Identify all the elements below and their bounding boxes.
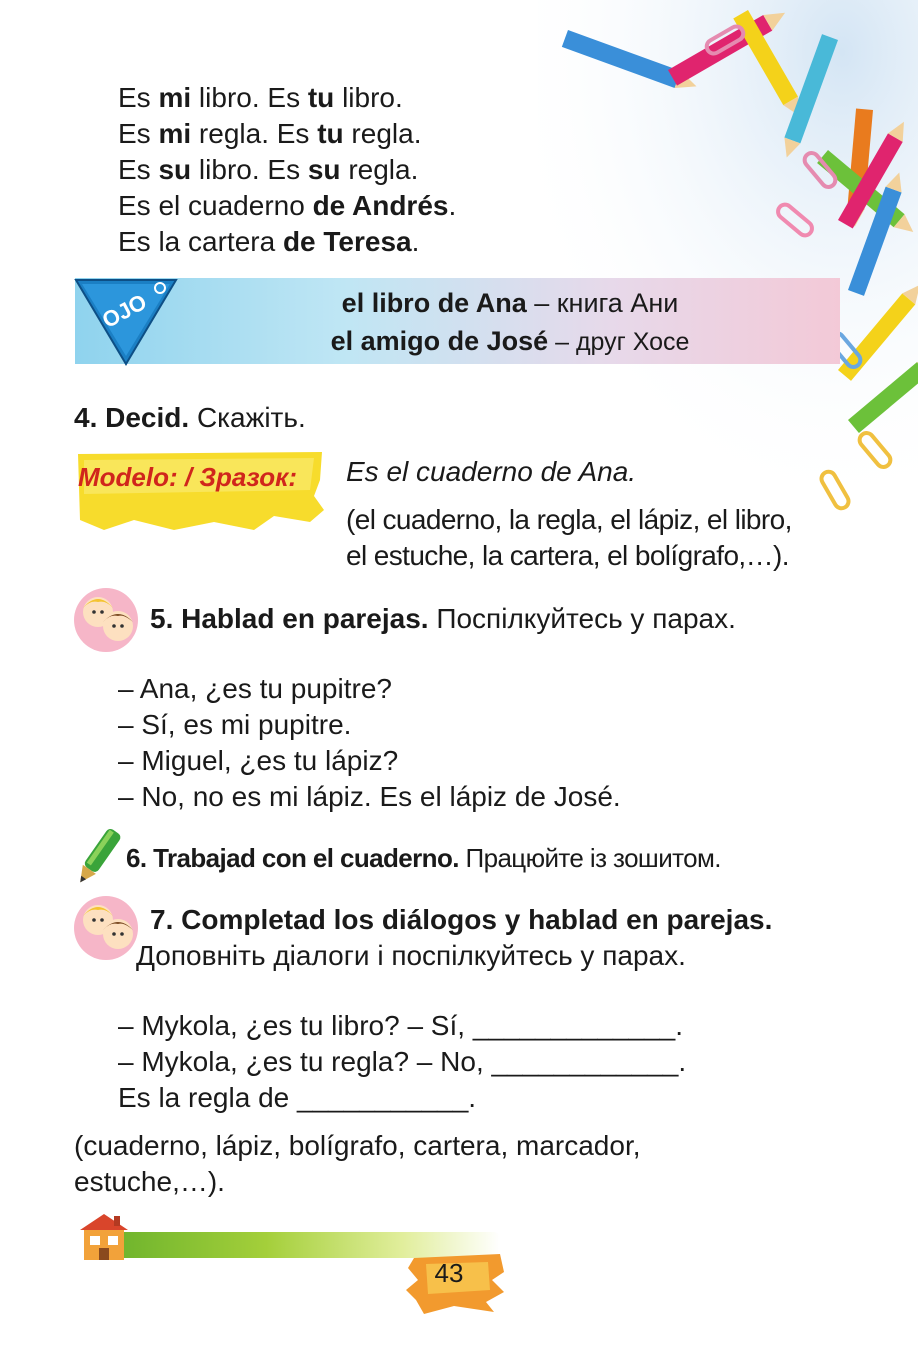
ojo-spanish: el amigo de José [330, 326, 549, 356]
word-list-line-1: (cuaderno, lápiz, bolígrafo, cartera, marcador, [74, 1130, 641, 1161]
house-icon [76, 1210, 132, 1262]
exercise-7-heading [150, 902, 772, 938]
intro-text: Es el cuaderno [118, 190, 313, 221]
exercise-subtitle: Поспілкуйтесь у парах. [428, 603, 736, 634]
exercise-5-heading [150, 601, 736, 637]
intro-text: . [448, 190, 457, 221]
exercise-subtitle: Скажіть. [189, 402, 306, 433]
intro-text: . [411, 226, 420, 257]
intro-text: Es la cartera [118, 226, 283, 257]
intro-text: Es [118, 82, 159, 113]
pen-icon [72, 824, 124, 890]
intro-line-3 [118, 152, 418, 188]
intro-bold: su [158, 154, 192, 185]
example-sentence: Es el cuaderno de Ana. [346, 456, 637, 487]
intro-bold: su [307, 154, 341, 185]
intro-bold: mi [158, 82, 192, 113]
intro-line-1 [118, 80, 403, 116]
ojo-badge [72, 274, 180, 366]
ojo-line-2 [180, 324, 840, 359]
ojo-translation: – книга Ани [526, 288, 679, 318]
dialog-line: – No, no es mi lápiz. Es el lápiz de José. [118, 781, 621, 812]
ojo-translation: – друг Хосе [548, 328, 690, 356]
exercise-title: 5. Hablad en parejas. [150, 603, 429, 634]
modelo-label: Modelo: / Зразок: [78, 462, 298, 492]
intro-text: regla. [343, 118, 422, 149]
intro-text: libro. [334, 82, 403, 113]
intro-text: libro. Es [191, 82, 308, 113]
ojo-spanish: el libro de Ana [341, 288, 527, 318]
intro-line-5 [118, 224, 419, 260]
fill-in-line: – Mykola, ¿es tu regla? – No, ____________. [118, 1046, 687, 1077]
options-line-1: (el cuaderno, la regla, el lápiz, el libro, [346, 504, 792, 535]
intro-text: regla. [340, 154, 419, 185]
intro-text: Es [118, 118, 159, 149]
exercise-subtitle: Працюйте із зошитом. [458, 843, 721, 873]
intro-bold: de Andrés [312, 190, 449, 221]
intro-bold: mi [158, 118, 192, 149]
dialog-line: – Miguel, ¿es tu lápiz? [118, 745, 399, 776]
options-line-2: el estuche, la cartera, el bolígrafo,…). [346, 540, 789, 571]
fill-in-line: – Mykola, ¿es tu libro? – Sí, _____________. [118, 1010, 684, 1041]
intro-text: libro. Es [191, 154, 308, 185]
ojo-line-1 [180, 286, 840, 320]
exercise-title: 4. Decid. [74, 402, 190, 433]
kids-pair-icon [72, 894, 144, 962]
dialog-line: – Sí, es mi pupitre. [118, 709, 352, 740]
page-number: 43 [434, 1258, 464, 1288]
pencils-decoration [538, 0, 918, 520]
intro-bold: tu [307, 82, 335, 113]
exercise-4-heading [74, 400, 306, 436]
intro-text: regla. Es [191, 118, 318, 149]
exercise-title: 7. Completad los diálogos y hablad en parejas. [150, 904, 773, 935]
ojo-badge-label: OJO [97, 288, 151, 333]
intro-text: Es [118, 154, 159, 185]
dialog-line: – Ana, ¿es tu pupitre? [118, 673, 392, 704]
word-list-line-2: estuche,…). [74, 1166, 225, 1197]
kids-pair-icon [72, 586, 144, 654]
intro-bold: de Teresa [282, 226, 412, 257]
exercise-6-heading [126, 840, 721, 876]
exercise-subtitle: Доповніть діалоги і поспілкуйтесь у парах. [136, 940, 686, 971]
intro-line-4 [118, 188, 456, 224]
intro-line-2 [118, 116, 421, 152]
exercise-title: 6. Trabajad con el cuaderno. [126, 843, 459, 873]
intro-bold: tu [317, 118, 344, 149]
fill-in-line: Es la regla de ___________. [118, 1082, 477, 1113]
